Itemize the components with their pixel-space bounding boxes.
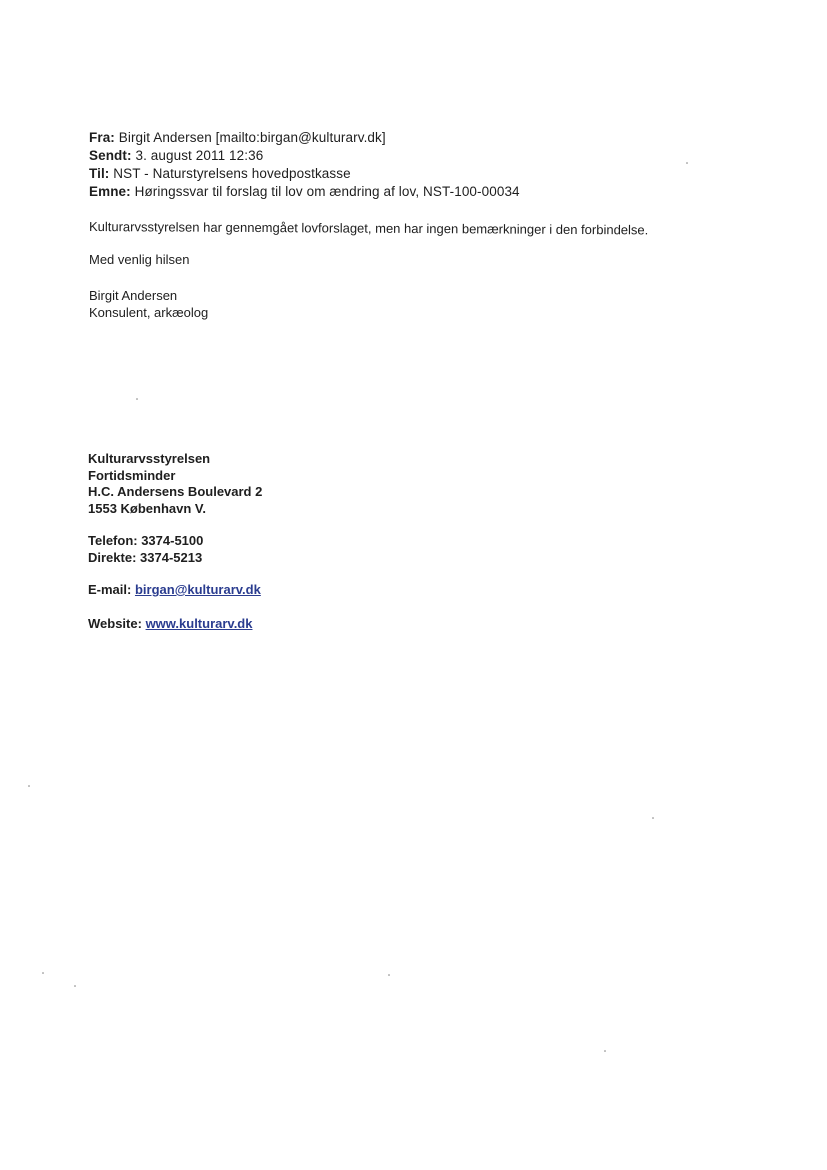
scan-speck (686, 162, 688, 164)
from-label: Fra: (89, 130, 115, 145)
subject-value: Høringssvar til forslag til lov om ændring af lov, NST-100-00034 (130, 184, 520, 199)
scan-speck (388, 974, 390, 976)
scan-speck (652, 817, 654, 819)
signature-title: Konsulent, arkæolog (89, 305, 209, 320)
scan-speck (136, 398, 138, 400)
body-paragraph: Kulturarvsstyrelsen har gennemgået lovforslaget, men har ingen bemærkninger i den forbindelse. (88, 219, 649, 238)
to-value: NST - Naturstyrelsens hovedpostkasse (109, 166, 351, 181)
subject-line (89, 183, 520, 201)
phone-number: Telefon: 3374-5100 (88, 533, 204, 548)
from-value: Birgit Andersen [mailto:birgan@kulturarv.dk] (114, 130, 386, 145)
closing-text: Med venlig hilsen (89, 252, 190, 267)
street-address: H.C. Andersens Boulevard 2 (88, 484, 263, 499)
to-label: Til: (89, 166, 110, 181)
signature-name: Birgit Andersen (89, 288, 178, 303)
email-label: E-mail: (88, 582, 135, 597)
department: Fortidsminder (88, 467, 176, 483)
website-link[interactable]: www.kulturarv.dk (145, 615, 253, 631)
website-row (88, 616, 262, 633)
email-row (88, 582, 262, 599)
signature (89, 287, 208, 321)
email-link[interactable]: birgan@kulturarv.dk (134, 582, 261, 597)
email-header (89, 129, 520, 201)
scan-speck (42, 972, 44, 974)
org-name: Kulturarvsstyrelsen (88, 451, 211, 466)
city-address: 1553 København V. (88, 500, 207, 516)
sent-label: Sendt: (89, 148, 132, 163)
scan-speck (28, 785, 30, 787)
address-block (88, 451, 262, 517)
direct-number: Direkte: 3374-5213 (88, 549, 203, 565)
subject-label: Emne: (89, 184, 131, 199)
website-label: Website: (88, 615, 146, 631)
phone-block (88, 533, 262, 566)
contact-footer (88, 451, 262, 649)
scan-speck (604, 1050, 606, 1052)
scan-speck (74, 985, 76, 987)
from-line (89, 129, 520, 147)
sent-value: 3. august 2011 12:36 (131, 148, 264, 163)
to-line (89, 165, 520, 183)
sent-line (89, 147, 520, 165)
